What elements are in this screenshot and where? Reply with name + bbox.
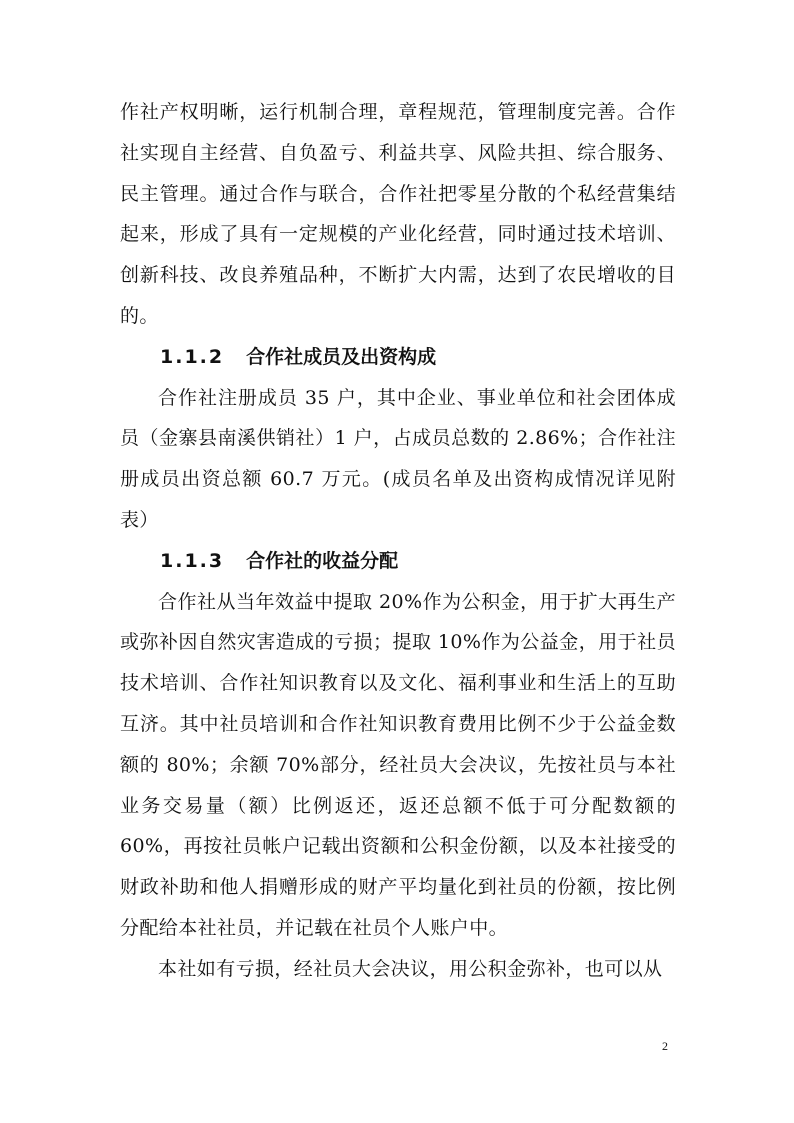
page-content xyxy=(120,92,676,990)
section-heading-1-1-3 xyxy=(120,541,676,582)
section-title: 合作社的收益分配 xyxy=(246,549,399,572)
body-paragraph-2: 合作社注册成员 35 户，其中企业、事业单位和社会团体成员（金寨县南溪供销社）1 户，占成员总数的 2.86%；合作社注册成员出资总额 60.7 万元。(成员名单及出资构成情况详见附表） xyxy=(120,386,676,531)
body-paragraph-1: 作社产权明晰，运行机制合理，章程规范，管理制度完善。合作社实现自主经营、自负盈亏、利益共享、风险共担、综合服务、民主管理。通过合作与联合，合作社把零星分散的个私经营集结起来，形成了具有一定规模的产业化经营，同时通过技术培训、创新科技、改良养殖品种，不断扩大内需，达到了农民增收的目的。 xyxy=(120,101,676,327)
section-title: 合作社成员及出资构成 xyxy=(246,345,437,368)
section-heading-1-1-2 xyxy=(120,337,676,378)
body-paragraph-3: 合作社从当年效益中提取 20%作为公积金，用于扩大再生产或弥补因自然灾害造成的亏损；提取 10%作为公益金，用于社员技术培训、合作社知识教育以及文化、福利事业和生活上的互助互济。其中社员培训和合作社知识教育费用比例不少于公益金数额的 80%；余额 70%部分，经社员大会决议，先按社员与本社业务交易量（额）比例返还，返还总额不低于可分配数额的 60%，再按社员帐户记载出资额和公积金份额，以及本社接受的财政补助和他人捐赠形成的财产平均量化到社员的份额，按比例分配给本社社员，并记载在社员个人账户中。 xyxy=(120,590,676,939)
section-number: 1.1.2 xyxy=(160,345,225,368)
body-paragraph-4: 本社如有亏损，经社员大会决议，用公积金弥补，也可以从 xyxy=(158,957,663,980)
section-number: 1.1.3 xyxy=(160,549,225,572)
page-number: 2 xyxy=(662,1039,668,1053)
